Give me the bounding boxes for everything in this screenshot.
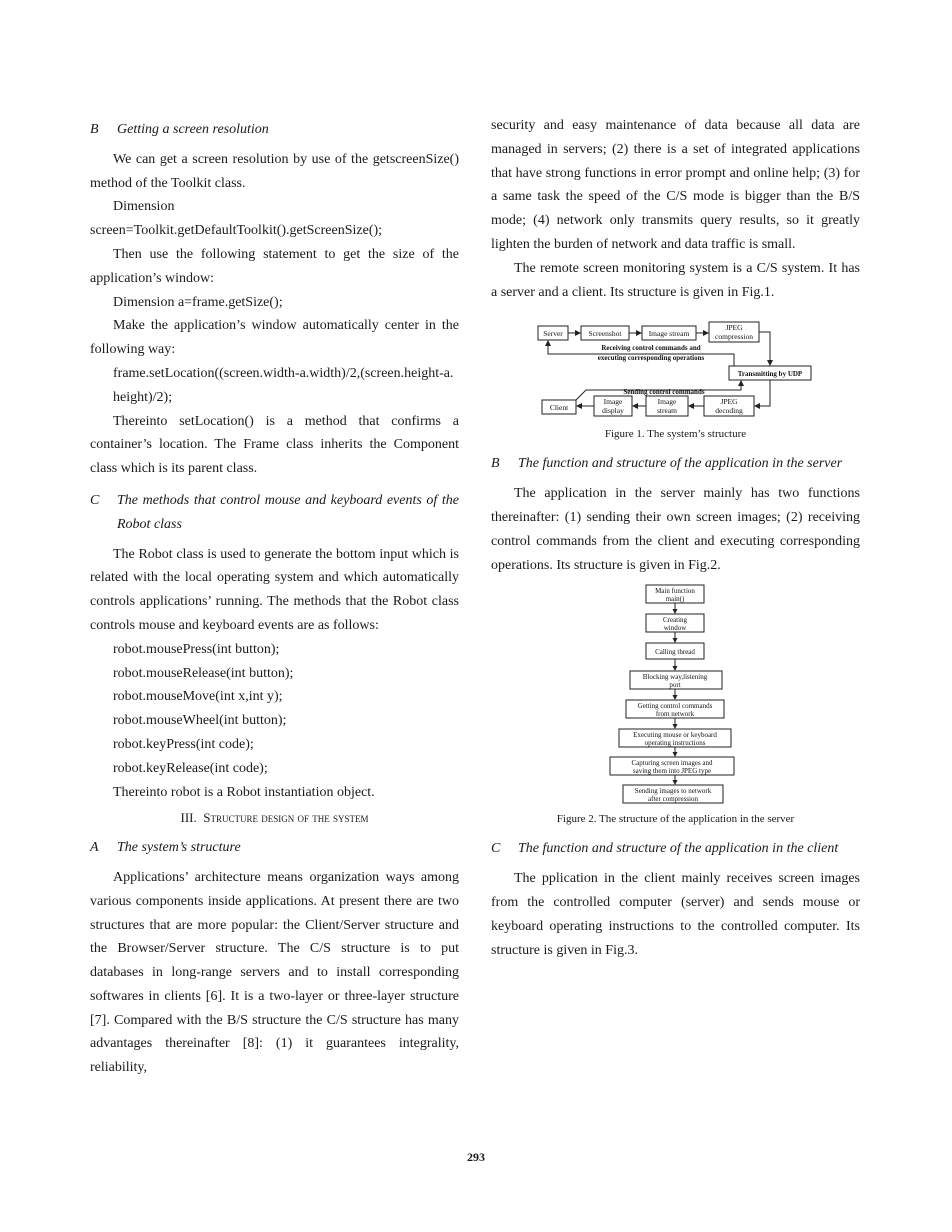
- code-line: Dimension a=frame.getSize();: [113, 294, 283, 310]
- code-line: robot.mouseMove(int x,int y);: [113, 689, 283, 705]
- paragraph: The remote screen monitoring system is a C/S system. It has a server and a client. Its structure is given in Fig.1.: [491, 260, 860, 300]
- subsection-heading-b-right: B The function and structure of the application in the server: [491, 456, 843, 472]
- svg-text:Receiving control commands and: Receiving control commands and: [600, 344, 701, 353]
- figure-1-caption: Figure 1. The system’s structure: [604, 428, 747, 441]
- subsection-heading-b: B Getting a screen resolution: [90, 122, 269, 137]
- svg-text:display: display: [601, 406, 624, 416]
- svg-text:compression: compression: [714, 332, 753, 342]
- paragraph: Make the application’s window automatically center in the following way:: [90, 318, 459, 358]
- paragraph: Thereinto robot is a Robot instantiation object.: [113, 784, 375, 800]
- svg-text:main(): main(): [665, 595, 684, 604]
- paragraph: Thereinto setLocation() is a method that confirms a container’s location. The Frame class inherits the Component class which is its parent class.: [90, 413, 459, 477]
- svg-text:Capturing screen images and: Capturing screen images and: [630, 759, 713, 768]
- svg-text:Server: Server: [542, 329, 563, 339]
- page-number: 293: [467, 1150, 485, 1164]
- svg-text:Executing mouse or keyboard: Executing mouse or keyboard: [632, 731, 717, 740]
- svg-text:window: window: [663, 624, 686, 633]
- subsection-heading-a: A The system’s structure: [90, 840, 241, 856]
- svg-text:Screenshot: Screenshot: [588, 329, 621, 339]
- subsection-heading-c: C The methods that control mouse and keyboard events of the Robot class: [90, 492, 459, 532]
- svg-text:Calling thread: Calling thread: [654, 648, 695, 657]
- paragraph: Applications’ architecture means organization ways among various components inside applications. At present there are two structures that are more popular: the Client/Server structure and the Browser/Server structure. The C/S structure is to put databases in long-range servers and to install corresponding softwares in clients [6]. It is a two-layer or three-layer structure [7]. Compared with the B/S structure the C/S structure has many advantages thereinafter [8]: (1) it guarantees integrality, reliability,: [90, 869, 459, 1076]
- section-heading: III. Structure design of the system: [180, 810, 369, 826]
- svg-text:Sending images to network: Sending images to network: [634, 787, 711, 796]
- svg-text:saving them into JPEG type: saving them into JPEG type: [632, 767, 711, 776]
- code-line: screen=Toolkit.getDefaultToolkit().getScreenSize();: [90, 223, 383, 239]
- svg-text:JPEG: JPEG: [719, 397, 738, 407]
- svg-text:Image: Image: [603, 397, 622, 407]
- paragraph: security and easy maintenance of data because all data are managed in servers; (2) there is a set of integrated applications that have strong functions in error prompt and online help; (3) for a same task the speed of the C/S mode is bigger than the B/S mode; (4) network only transmits query results, so it greatly lighten the burden of network and data traffic is small.: [491, 118, 860, 252]
- paragraph: The pplication in the client mainly receives screen images from the controlled computer (server) and sends mouse or keyboard operating instructions to the controlled computer. Its structure is given in Fig.3.: [491, 871, 860, 958]
- svg-text:Transmitting by UDP: Transmitting by UDP: [737, 370, 802, 379]
- svg-text:Image stream: Image stream: [648, 329, 689, 339]
- svg-text:Client: Client: [549, 403, 568, 413]
- svg-text:operating instructions: operating instructions: [644, 739, 705, 748]
- svg-text:executing corresponding operat: executing corresponding operations: [597, 354, 704, 363]
- paragraph: The Robot class is used to generate the bottom input which is related with the local operating system and which automatically controls applications’ running. The methods that the Robot class controls mouse and keyboard events are as follows:: [90, 546, 459, 633]
- paragraph: We can get a screen resolution by use of the getscreenSize() method of the Toolkit class.: [90, 151, 459, 191]
- subsection-heading-c-right: C The function and structure of the application in the client: [491, 841, 839, 857]
- svg-text:after compression: after compression: [647, 795, 698, 804]
- code-line: robot.mousePress(int button);: [113, 641, 280, 657]
- svg-text:decoding: decoding: [714, 406, 743, 416]
- code-line: robot.mouseRelease(int button);: [113, 665, 294, 681]
- figure-2-server-structure: [606, 583, 746, 805]
- svg-text:Blocking way,listening: Blocking way,listening: [642, 673, 707, 682]
- code-line: robot.mouseWheel(int button);: [113, 713, 287, 729]
- figure-2-caption: Figure 2. The structure of the application in the server: [556, 813, 795, 826]
- svg-text:JPEG: JPEG: [724, 323, 743, 333]
- code-line: frame.setLocation((screen.width-a.width)/2,(screen.height-a.height)/2);: [113, 365, 454, 405]
- svg-text:Getting control commands: Getting control commands: [637, 702, 712, 711]
- svg-text:from network: from network: [655, 710, 694, 719]
- paragraph: The application in the server mainly has two functions thereinafter: (1) sending their own screen images; (2) receiving control commands from the client and executing corresponding operations. Its structure is given in Fig.2.: [491, 486, 860, 573]
- right-column: [491, 114, 860, 962]
- svg-text:Main function: Main function: [654, 587, 695, 596]
- svg-text:port: port: [668, 681, 681, 690]
- paragraph: Then use the following statement to get the size of the application’s window:: [90, 246, 459, 286]
- figure-1-system-structure: [536, 320, 816, 420]
- svg-text:stream: stream: [656, 406, 677, 416]
- left-column: [90, 114, 459, 1080]
- code-line: robot.keyRelease(int code);: [113, 760, 268, 776]
- code-line: robot.keyPress(int code);: [113, 736, 254, 752]
- code-line: Dimension: [113, 199, 175, 215]
- svg-text:Sending control commands: Sending control commands: [622, 388, 705, 397]
- svg-text:Image: Image: [657, 397, 676, 407]
- svg-text:Creating: Creating: [662, 616, 687, 625]
